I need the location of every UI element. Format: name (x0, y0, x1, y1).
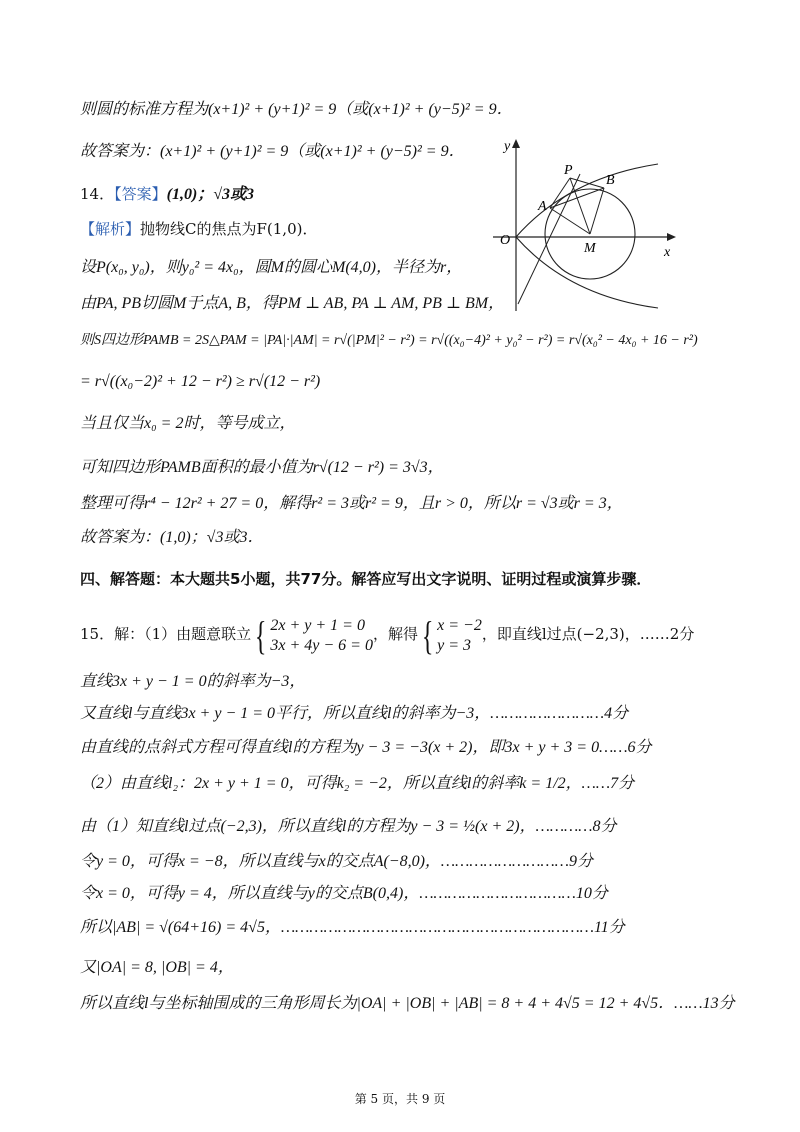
label-o: O (500, 233, 511, 248)
text-line-21: 所以|AB| = √(64+16) = 4√5，…………………………………………………………11分 (80, 919, 625, 936)
tangent-line (518, 174, 580, 304)
parabola-circle-figure (488, 136, 684, 316)
text-line-19: 令y = 0，可得x = −8，所以直线与x的交点A(−8,0)，………………………9分 (80, 853, 593, 870)
parabola-curve (516, 164, 658, 308)
text-line-9: 当且仅当x₀ = 2时，等号成立， (80, 415, 296, 432)
y-axis-arrow (512, 139, 520, 148)
label-y: y (504, 139, 511, 154)
text-line-1: 则圆的标准方程为(x+1)² + (y+1)² = 9（或(x+1)² + (y−5)² = 9． (80, 101, 513, 118)
analysis-tag: 【解析】 (80, 220, 141, 238)
text-line-22: 又|OA| = 8, |OB| = 4， (80, 959, 234, 976)
text-line-14: 直线3x + y − 1 = 0的斜率为−3， (80, 673, 306, 690)
text-line-18: 由（1）知直线l过点(−2,3)，所以直线l的方程为y − 3 = ½(x + 2)，…………8分 (80, 818, 617, 835)
label-p: P (564, 163, 573, 178)
x-axis-arrow (667, 233, 676, 241)
text-line-8: = r√((x₀−2)² + 12 − r²) ≥ r√(12 − r²) (80, 373, 321, 390)
question-number: 14． (80, 185, 115, 203)
equation-system-2: { x = −2 y = 3 (421, 613, 482, 658)
section-heading: 四、解答题：本大题共5小题，共77分。解答应写出文字说明、证明过程或演算步骤． (80, 570, 652, 588)
segment-bm (590, 188, 604, 234)
text-line-17: （2）由直线l₂：2x + y + 1 = 0，可得k₂ = −2，所以直线l的斜率k = 1/2，……7分 (80, 775, 635, 792)
segment-pm (570, 178, 590, 234)
label-x: x (664, 245, 671, 260)
text-line-12: 故答案为：(1,0)；√3或3． (80, 529, 264, 546)
text-line-16: 由直线的点斜式方程可得直线l的方程为y − 3 = −3(x + 2)，即3x + y + 3 = 0……6分 (80, 739, 652, 756)
label-b: B (606, 173, 615, 188)
question-15-line: 15．解：（1）由题意联立{ 2x + y + 1 = 0 3x + 4y − 6 = 0，解得{ x = −2 y = 3，即直线l过点(−2,3)，……2分 (80, 613, 695, 658)
text-line-23: 所以直线l与坐标轴围成的三角形周长为|OA| + |OB| + |AB| = 8 + 4 + 4√5 = 12 + 4√5．……13分 (80, 995, 735, 1012)
page-footer: 第 5 页，共 9 页 (354, 1092, 446, 1106)
text-line-10: 可知四边形PAMB面积的最小值为r√(12 − r²) = 3√3， (80, 459, 444, 476)
label-m: M (584, 241, 596, 256)
answer-value: (1,0)；√3或3 (166, 186, 255, 203)
text-line-5: 设P(x₀, y₀)，则y₀² = 4x₀，圆M的圆心M(4,0)，半径为r， (80, 259, 463, 276)
text-line-2: 故答案为：(x+1)² + (y+1)² = 9（或(x+1)² + (y−5)² = 9． (80, 143, 465, 160)
segment-pa (550, 178, 570, 208)
text-line-6: 由PA, PB切圆M于点A, B，得PM ⊥ AB, PA ⊥ AM, PB ⊥ BM， (80, 295, 505, 312)
analysis-text: 抛物线C的焦点为F(1,0)． (140, 220, 318, 238)
text-line-7: 则S四边形PAMB = 2S△PAM = |PA|·|AM| = r√(|PM|² − r²) = r√((x₀−4)² + y₀² − r²) = r√(x₀² − 4x₀ + 16 − r²) (80, 333, 698, 348)
answer-tag: 【答案】 (114, 185, 167, 203)
segment-am (550, 208, 590, 234)
text-line-15: 又直线l与直线3x + y − 1 = 0平行，所以直线l的斜率为−3，……………………4分 (80, 705, 629, 722)
equation-system-1: { 2x + y + 1 = 0 3x + 4y − 6 = 0 (254, 613, 373, 658)
text-line-11: 整理可得r⁴ − 12r² + 27 = 0，解得r² = 3或r² = 9，且r > 0，所以r = √3或r = 3， (80, 495, 623, 512)
label-a: A (538, 199, 547, 214)
text-line-20: 令x = 0，可得y = 4，所以直线与y的交点B(0,4)，……………………………10分 (80, 885, 608, 902)
